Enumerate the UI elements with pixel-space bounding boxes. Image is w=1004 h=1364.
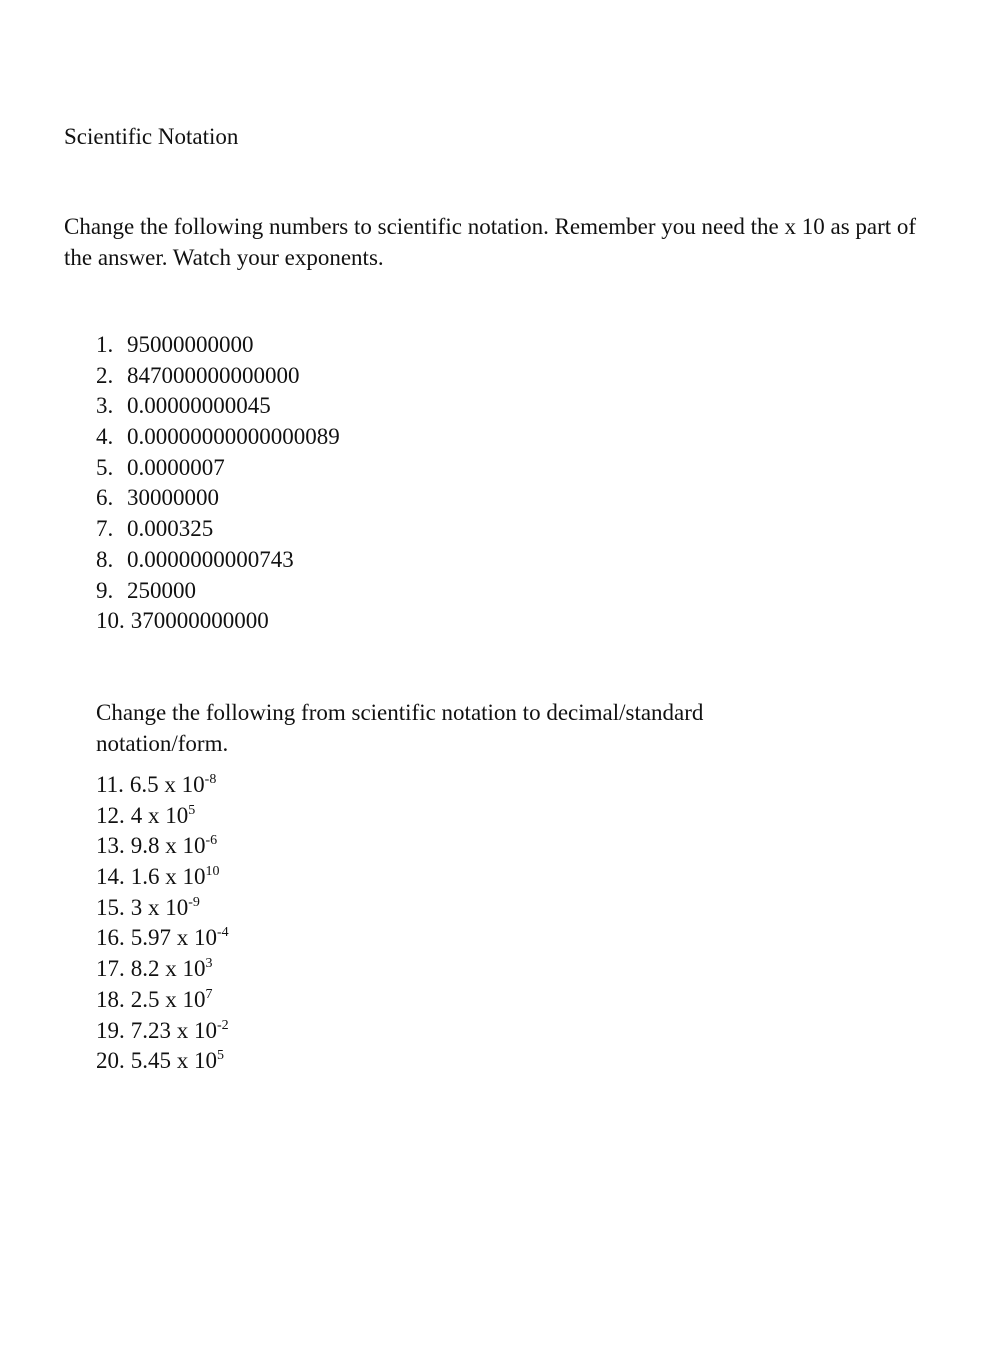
item-value: 370000000000: [130, 608, 269, 634]
item-number: 8.: [96, 546, 114, 572]
list-item: [96, 1016, 229, 1047]
item-exponent: 7: [205, 986, 213, 1002]
list-item: [96, 862, 229, 893]
list-item: [96, 801, 229, 832]
item-value: 30000000: [127, 485, 219, 511]
item-value: 0.000325: [127, 516, 214, 542]
item-base: 3 x 10: [130, 894, 189, 920]
item-number: 9.: [96, 577, 114, 603]
item-number: 3.: [96, 393, 114, 419]
item-number: 19.: [96, 1017, 125, 1043]
list-item: [96, 483, 340, 514]
item-exponent: 5: [217, 1048, 224, 1064]
item-number: 10.: [96, 608, 125, 634]
section1-list: [96, 330, 340, 637]
list-item: [96, 453, 340, 484]
item-value: 250000: [127, 577, 196, 603]
list-item: [96, 576, 340, 607]
list-item: [96, 514, 340, 545]
page-title: Scientific Notation: [64, 124, 239, 149]
item-number: 5.: [96, 454, 114, 480]
list-item: [96, 545, 340, 576]
list-item: [96, 831, 229, 862]
list-item: [96, 923, 229, 954]
list-item: [96, 330, 340, 361]
list-item: [96, 1046, 229, 1077]
item-base: 1.6 x 10: [130, 864, 206, 890]
item-exponent: -8: [204, 772, 217, 787]
item-number: 12.: [96, 802, 125, 828]
section1-instructions: Change the following numbers to scientific notation. Remember you need the x 10 as part of the answer. Watch your exponents.: [64, 214, 917, 270]
list-item: [96, 893, 229, 924]
item-base: 9.8 x 10: [130, 833, 206, 859]
list-item: [96, 954, 229, 985]
list-item: [96, 606, 340, 637]
item-exponent: -4: [217, 925, 229, 941]
item-value: 0.0000000000743: [127, 546, 294, 572]
list-item: [96, 985, 229, 1016]
item-base: 2.5 x 10: [130, 986, 206, 1012]
item-value: 0.00000000000000089: [127, 424, 340, 450]
item-number: 14.: [96, 864, 125, 890]
item-base: 8.2 x 10: [130, 956, 206, 982]
item-value: 0.0000007: [127, 454, 225, 480]
item-exponent: -9: [188, 894, 200, 910]
item-number: 13.: [96, 833, 125, 859]
list-item: [96, 422, 340, 453]
item-value: 847000000000000: [127, 362, 300, 388]
item-value: 0.00000000045: [127, 393, 271, 419]
item-number: 18.: [96, 986, 125, 1012]
item-exponent: 3: [205, 956, 213, 972]
item-number: 4.: [96, 424, 114, 450]
item-number: 11.: [96, 772, 124, 797]
item-exponent: -6: [205, 833, 218, 849]
item-number: 17.: [96, 956, 125, 982]
item-exponent: 10: [205, 864, 220, 880]
item-number: 1.: [96, 332, 114, 357]
item-number: 15.: [96, 894, 125, 920]
item-base: 6.5 x 10: [129, 772, 205, 797]
item-value: 95000000000: [127, 332, 254, 357]
item-base: 5.97 x 10: [130, 925, 217, 951]
item-base: 5.45 x 10: [130, 1048, 217, 1074]
section2-list: [96, 770, 229, 1077]
item-number: 20.: [96, 1048, 125, 1074]
item-number: 16.: [96, 925, 125, 951]
item-base: 7.23 x 10: [130, 1017, 217, 1043]
item-number: 6.: [96, 485, 114, 511]
item-number: 7.: [96, 516, 114, 542]
item-number: 2.: [96, 362, 114, 388]
section2-instructions: Change the following from scientific notation to decimal/standard notation/form.: [96, 700, 704, 756]
list-item: [96, 391, 340, 422]
list-item: [96, 361, 340, 392]
item-exponent: 5: [188, 802, 196, 818]
item-base: 4 x 10: [130, 802, 189, 828]
item-exponent: -2: [217, 1017, 229, 1033]
list-item: [96, 770, 229, 801]
